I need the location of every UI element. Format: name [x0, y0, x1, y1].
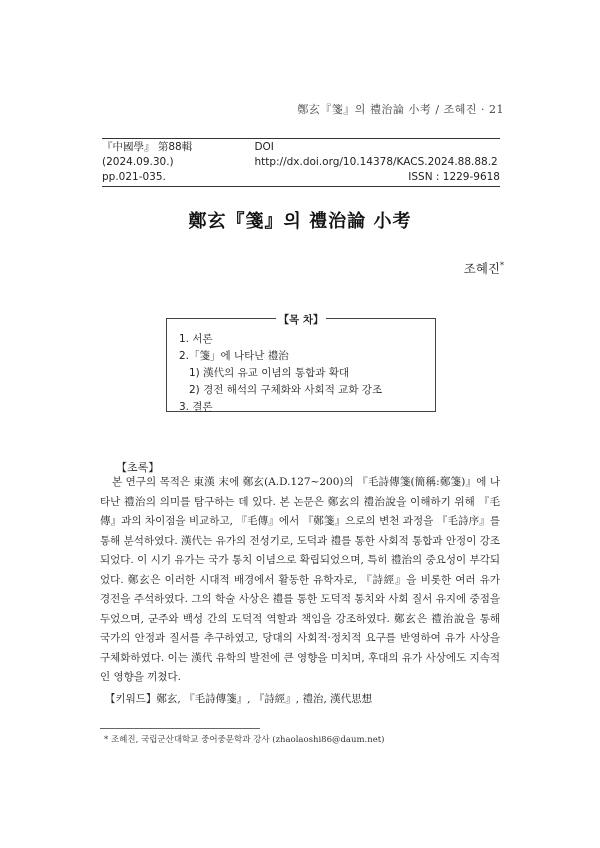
author-footnote-mark: * [500, 260, 504, 270]
issn: ISSN : 1229-9618 [408, 171, 500, 183]
journal-info: 『中國學』 第88輯 (2024.09.30.) [102, 141, 193, 168]
meta-row-1 [102, 139, 500, 170]
table-of-contents [166, 314, 436, 413]
running-head: 鄭玄『箋』의 禮治論 小考 / 조혜진 · 21 [297, 103, 504, 116]
footnote: * 조혜진, 국립군산대학교 중어중문학과 강사 (zhaolaoshi86@daum.net) [104, 735, 385, 745]
toc-item: 2.「箋」에 나타난 禮治 [179, 350, 289, 362]
author [464, 259, 504, 277]
toc-item: 1. 서론 [179, 333, 213, 345]
toc-item: 3. 결론 [179, 401, 213, 413]
meta-bottom-rule [102, 186, 500, 187]
meta-row-2 [102, 170, 500, 185]
doi-link[interactable]: DOI http://dx.doi.org/10.14378/KACS.2024.88.88.2 [254, 141, 498, 168]
keywords: 【키워드】鄭玄, 『毛詩傳箋』, 『詩經』, 禮治, 漢代思想 [105, 693, 373, 705]
toc-heading: 【목 차】 [167, 312, 435, 327]
page-range: pp.021-035. [102, 171, 166, 183]
publication-info [102, 138, 500, 187]
abstract-heading: 【초록】 [116, 461, 160, 474]
paper-title: 鄭玄『箋』의 禮治論 小考 [188, 211, 412, 232]
abstract-body: 본 연구의 목적은 東漢 末에 鄭玄(A.D.127~200)의 『毛詩傳箋(簡稱:鄭箋)』에 나타난 禮治의 의미를 탐구하는 데 있다. 본 논문은 鄭玄의 禮治說을 이해하기 위해 『毛傳』과의 차이점을 비교하고, 『毛傳』에서 『鄭箋』으로의 변천 과정을 『毛詩序』를 통해 분석하였다. 漢代는 유가의 전성기로, 도덕과 禮를 통한 사회적 통합과 안정이 강조되었다. 이 시기 유가는 국가 통치 이념으로 확립되었으며, 특히 禮治의 중요성이 부각되었다. 鄭玄은 이러한 시대적 배경에서 활동한 유학자로, 『詩經』을 비롯한 여러 유가 경전을 주석하였다. 그의 학술 사상은 禮를 통한 도덕적 통치와 사회 질서 유지에 중점을 두었으며, 군주와 백성 간의 도덕적 역할과 책임을 강조하였다. 鄭玄은 禮治說을 통해 국가의 안정과 질서를 추구하였고, 당대의 사회적·정치적 요구를 반영하여 유가 사상을 구체화하였다. 이는 漢代 유학의 발전에 큰 영향을 미치며, 후대의 유가 사상에도 지속적인 영향을 끼쳤다. [100, 476, 501, 683]
toc-item: 1) 漢代의 유교 이념의 통합과 확대 [189, 367, 350, 379]
toc-item: 2) 경전 해석의 구체화와 사회적 교화 강조 [189, 384, 383, 396]
author-name: 조혜진 [463, 261, 500, 276]
toc-list [179, 331, 382, 416]
footnote-rule [100, 728, 260, 729]
